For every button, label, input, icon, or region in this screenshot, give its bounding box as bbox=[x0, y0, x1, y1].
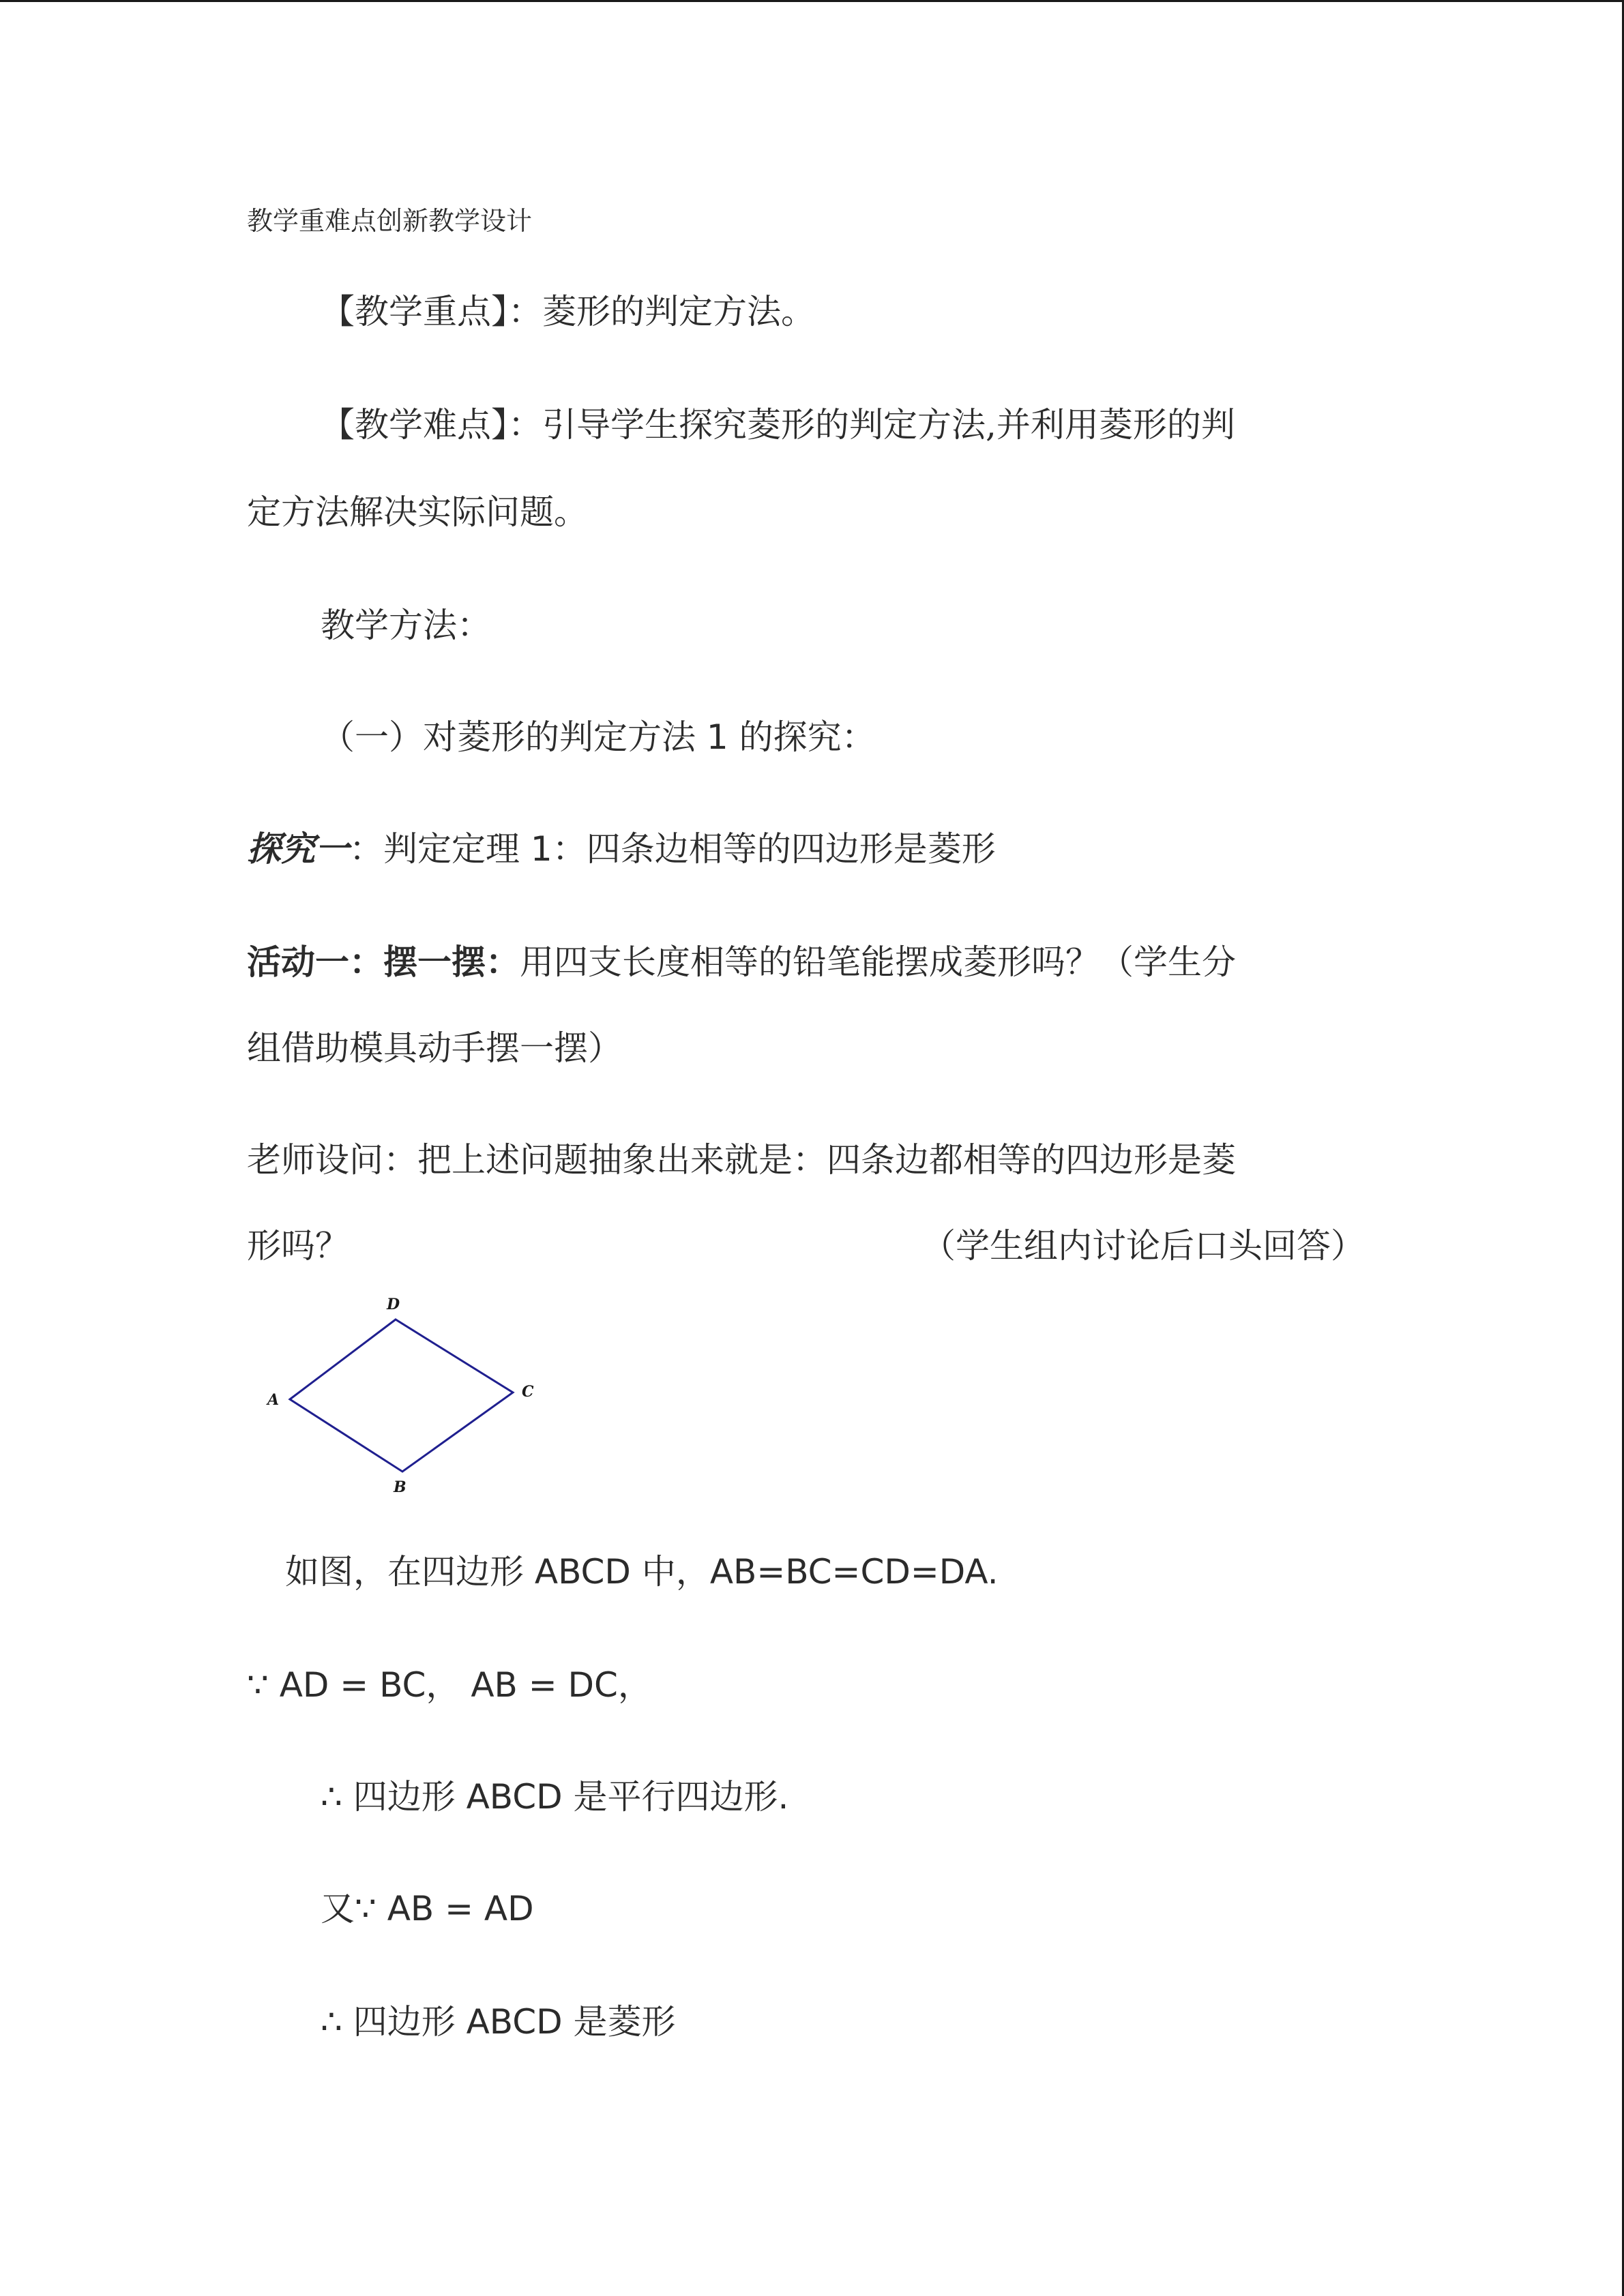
teacher-question-line-2-right: （学生组内讨论后口头回答） bbox=[921, 1226, 1365, 1266]
teacher-question-line-1: 老师设问：把上述问题抽象出来就是：四条边都相等的四边形是菱 bbox=[247, 1140, 1236, 1180]
explore-label: 探究一 bbox=[247, 829, 349, 869]
vertex-label-a: A bbox=[267, 1391, 280, 1409]
rhombus-shape bbox=[290, 1320, 513, 1472]
key-point-line bbox=[321, 292, 815, 331]
activity-text-1: 用四支长度相等的铅笔能摆成菱形吗？（学生分 bbox=[520, 942, 1236, 982]
page-border-top bbox=[0, 0, 1624, 2]
section-heading: （一）对菱形的判定方法 1 的探究： bbox=[321, 717, 876, 757]
rhombus-diagram bbox=[259, 1289, 546, 1500]
proof-step-2: ∴ 四边形 ABCD 是平行四边形. bbox=[321, 1777, 789, 1817]
vertex-label-d: D bbox=[387, 1296, 400, 1313]
key-point-sep: ： bbox=[508, 292, 542, 331]
proof-step-1: ∵ AD = BC， AB = DC， bbox=[247, 1665, 652, 1705]
difficulty-text-1: 引导学生探究菱形的判定方法,并利用菱形的判 bbox=[542, 405, 1235, 445]
difficulty-label: 【教学难点】 bbox=[321, 405, 508, 445]
difficulty-sep: ： bbox=[508, 405, 542, 445]
rhombus-figure bbox=[259, 1289, 546, 1500]
difficulty-line-2: 定方法解决实际问题。 bbox=[247, 492, 588, 532]
proof-step-3: 又∵ AB = AD bbox=[321, 1889, 534, 1928]
key-point-label: 【教学重点】 bbox=[321, 292, 508, 331]
difficulty-line-1 bbox=[321, 405, 1235, 445]
teacher-question-line-2-left: 形吗？ bbox=[247, 1226, 349, 1266]
activity-label: 活动一：摆一摆： bbox=[247, 942, 520, 982]
explore-text: ：判定定理 1：四条边相等的四边形是菱形 bbox=[349, 829, 996, 869]
proof-step-4: ∴ 四边形 ABCD 是菱形 bbox=[321, 2002, 676, 2042]
key-point-text: 菱形的判定方法。 bbox=[542, 292, 815, 331]
proof-intro: 如图，在四边形 ABCD 中，AB=BC=CD=DA. bbox=[285, 1552, 999, 1592]
activity-line-1 bbox=[247, 942, 1236, 982]
explore-line bbox=[247, 829, 996, 869]
method-label: 教学方法： bbox=[321, 606, 491, 645]
vertex-label-c: C bbox=[522, 1383, 534, 1401]
document-title: 教学重难点创新教学设计 bbox=[247, 206, 533, 236]
activity-line-2: 组借助模具动手摆一摆） bbox=[247, 1028, 622, 1068]
vertex-label-b: B bbox=[394, 1478, 407, 1496]
